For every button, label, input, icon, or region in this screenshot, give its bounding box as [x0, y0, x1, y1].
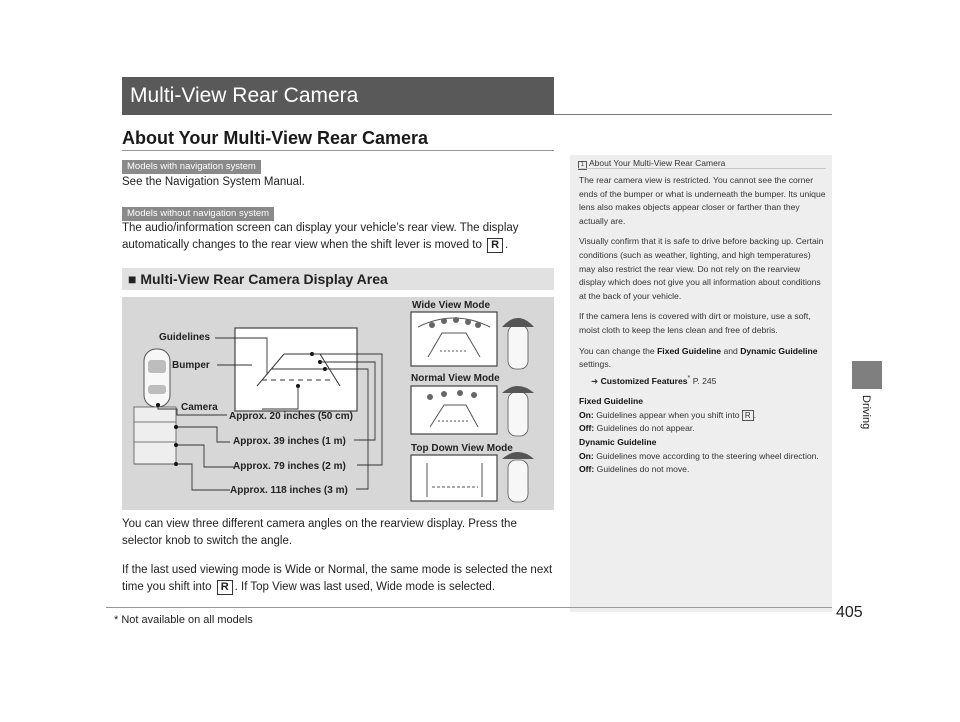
chapter-title: Multi-View Rear Camera — [122, 77, 554, 115]
side-notes-text — [579, 174, 827, 477]
dynamic-off-label: Off: — [579, 464, 595, 475]
label-wide-view: Wide View Mode — [412, 300, 491, 311]
ground-area — [134, 407, 176, 464]
pill-without-nav: Models without navigation system — [122, 207, 274, 221]
footnote: * Not available on all models — [114, 614, 253, 626]
no-nav-line-1: The audio/information screen can display your vehicle’s rear view. The display — [122, 222, 519, 234]
side-ref[interactable] — [579, 372, 827, 388]
para3-line-2-a: time you shift into — [122, 581, 212, 593]
reverse-key-badge: R — [487, 238, 503, 253]
fixed-on-text: Guidelines appear when you shift into — [596, 409, 740, 420]
side-tab-text: Driving — [860, 395, 872, 430]
label-118in: Approx. 118 inches (3 m) — [230, 485, 348, 496]
side-p4-b: settings. — [579, 359, 612, 370]
no-nav-line-2-text: automatically changes to the rear view when the shift lever is moved to — [122, 239, 482, 251]
ref-customized-features: Customized Features — [600, 375, 688, 386]
ref-star: * — [687, 373, 691, 382]
side-p2: Visually confirm that it is safe to drive before backing up. Certain conditions (such as weather, lighting, and high temperatures) may also restrict the rear view. Do not rely on the rearview display which does not give you all information about conditions at the back of your vehicle. — [579, 236, 824, 301]
side-p3: If the camera lens is covered with dirt or moisture, use a soft, moist cloth to keep the lens clean and free of debris. — [579, 311, 811, 335]
fixed-off — [579, 422, 827, 436]
subsection-title: ■ Multi-View Rear Camera Display Area — [122, 268, 554, 290]
dynamic-on-text: Guidelines move according to the steering wheel direction. — [596, 450, 819, 461]
side-p4-a: You can change the — [579, 345, 655, 356]
r-key-badge: R — [742, 410, 754, 421]
dynamic-off-text: Guidelines do not move. — [596, 464, 690, 475]
side-p4-fixed: Fixed Guideline — [657, 345, 722, 356]
para3-line-2 — [122, 579, 495, 596]
car-icon — [144, 349, 170, 407]
fixed-heading: Fixed Guideline — [579, 396, 643, 407]
reverse-key-badge-2: R — [217, 580, 233, 595]
side-p1: The rear camera view is restricted. You cannot see the corner ends of the bumper or what is underneath the bumper. Its unique lens also makes objects appear closer or farther than they actually are. — [579, 175, 826, 226]
footnote-rule — [106, 607, 832, 608]
label-20in: Approx. 20 inches (50 cm) — [229, 411, 353, 422]
nav-text: See the Navigation System Manual. — [122, 176, 305, 188]
dynamic-on-label: On: — [579, 450, 594, 461]
side-notes-title-text: About Your Multi-View Rear Camera — [589, 158, 726, 168]
label-39in: Approx. 39 inches (1 m) — [233, 436, 346, 447]
side-tab-label — [852, 395, 882, 455]
title-rule — [554, 114, 832, 115]
fixed-on-label: On: — [579, 409, 594, 420]
fixed-on: On: Guidelines appear when you shift into R . — [579, 409, 757, 420]
no-nav-line-2 — [122, 237, 508, 254]
side-notes-rule — [578, 168, 826, 169]
label-normal-view: Normal View Mode — [411, 373, 500, 384]
normal-view-screen — [411, 386, 497, 434]
note-icon: 1 — [578, 161, 587, 170]
para3-line-2-b: . If Top View was last used, Wide mode is selected. — [234, 581, 496, 593]
side-p4-and: and — [723, 345, 738, 356]
ref-page: P. 245 — [692, 375, 717, 386]
pill-with-nav: Models with navigation system — [122, 160, 261, 174]
para2-line-2: selector knob to switch the angle. — [122, 535, 293, 547]
label-bumper: Bumper — [172, 360, 210, 371]
chapter-thumb-tab — [852, 361, 882, 389]
dynamic-off — [579, 463, 827, 477]
side-p4 — [579, 345, 827, 372]
dynamic-heading: Dynamic Guideline — [579, 436, 657, 447]
camera-diagram — [122, 297, 554, 510]
para3-line-1: If the last used viewing mode is Wide or Normal, the same mode is selected the next — [122, 564, 553, 576]
label-guidelines: Guidelines — [159, 332, 211, 343]
para2-line-1: You can view three different camera angles on the rearview display. Press the — [122, 518, 517, 530]
section-title: About Your Multi-View Rear Camera — [122, 128, 429, 148]
label-79in: Approx. 79 inches (2 m) — [233, 461, 346, 472]
dynamic-on — [579, 450, 827, 464]
ref-arrow-icon: ➜ — [591, 375, 599, 386]
fixed-off-label: Off: — [579, 423, 595, 434]
top-down-screen — [411, 455, 497, 501]
page-number: 405 — [836, 604, 863, 621]
label-camera: Camera — [181, 402, 218, 413]
label-top-down-view: Top Down View Mode — [411, 443, 513, 454]
period: . — [505, 239, 509, 251]
section-rule — [122, 150, 554, 151]
side-p4-dynamic: Dynamic Guideline — [740, 345, 818, 356]
fixed-off-text: Guidelines do not appear. — [596, 423, 695, 434]
